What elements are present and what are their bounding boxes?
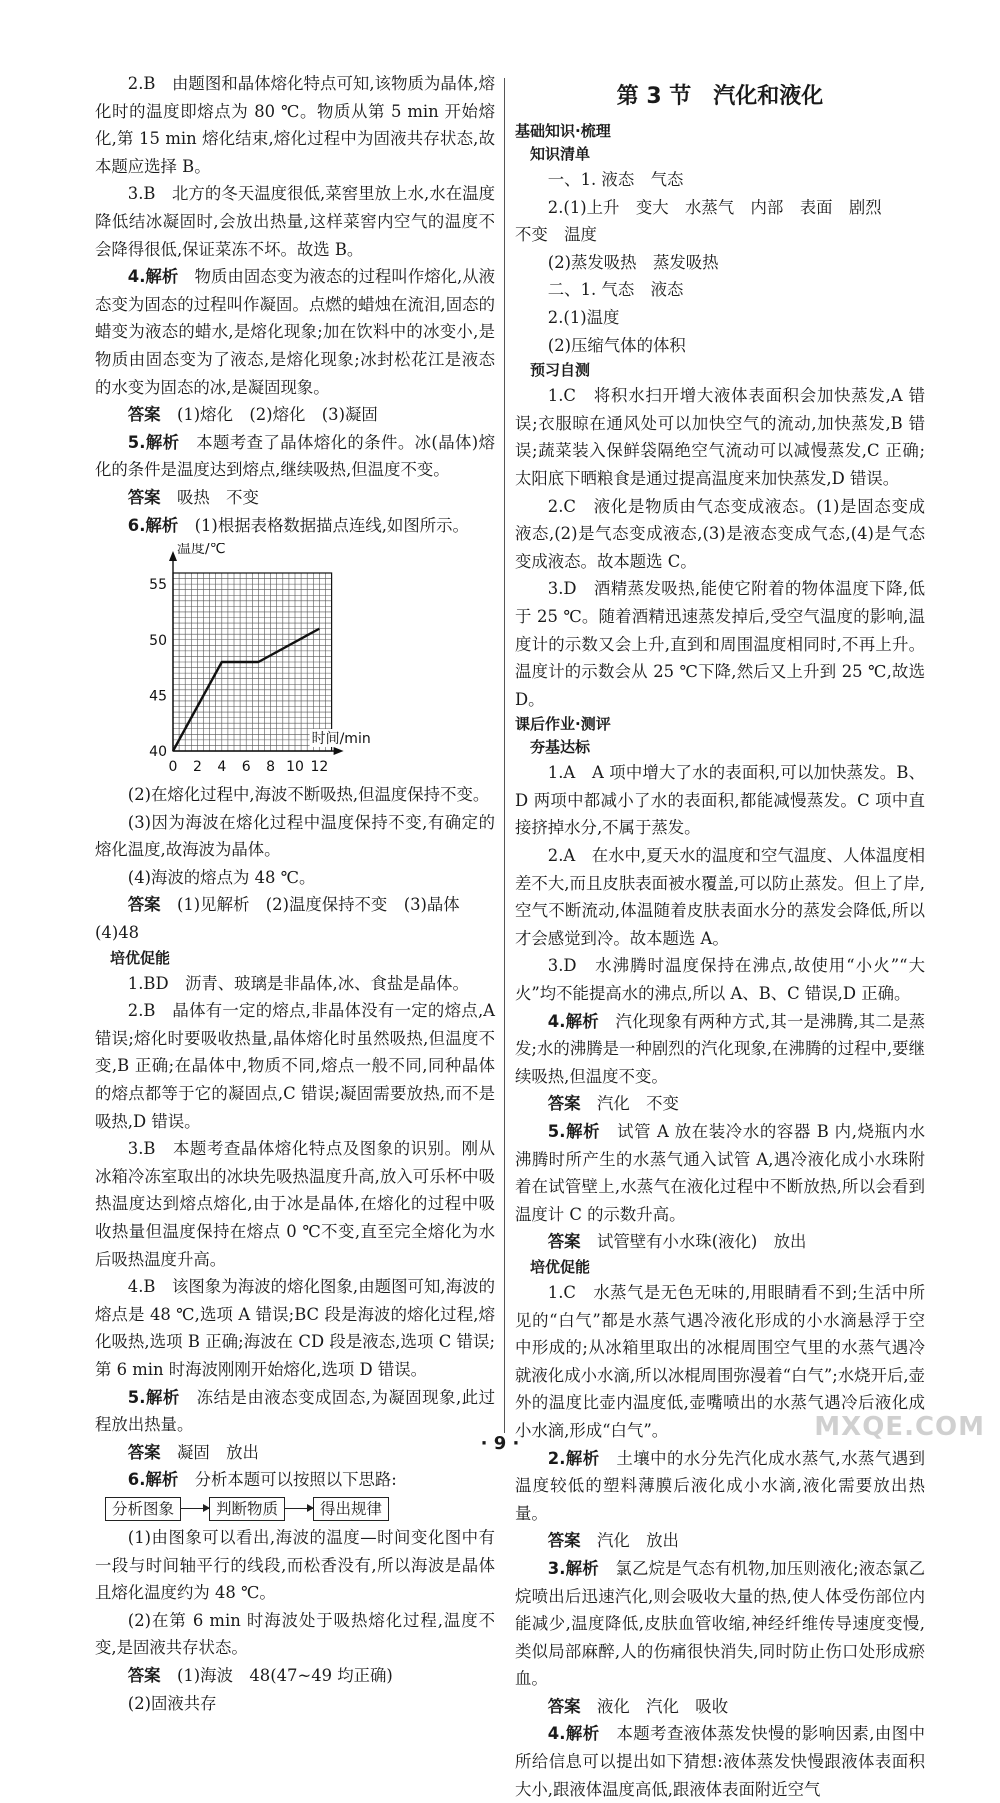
adv2-answer-1: 1.C 水蒸气是无色无味的,用眼睛看不到;生活中所见的“白气”都是水蒸气遇冷液化形成的小水滴悬浮于空中形成的;从冰箱里取出的冰棍周围空气里的水蒸气遇冷就液化成小水滴,所以冰棍周围弥漫着“白气”;水烧开后,壶外的温度比壶内温度低,壶嘴喷出的水蒸气遇冷后液化成小水滴,形成“白气”。 [515,1282,925,1440]
x-tick-label: 12 [310,759,329,776]
answer-2: 2.B 由题图和晶体熔化特点可知,该物质为晶体,熔化时的温度即熔点为 80 ℃。物质从第 5 min 开始熔化,第 15 min 熔化结束,熔化过程中为固液共存状态,故本题应选择 B。 [95,74,495,176]
flow-step-2: 判断物质 [209,1497,285,1521]
adv2-answer-3-key: 答案 液化 汽化 吸收 [547,1696,729,1716]
answer-3: 3.B 北方的冬天温度很低,菜窖里放上水,水在温度降低结冰凝固时,会放出热量,这样菜窖内空气的温度不会降得很低,保证菜冻不坏。故选 B。 [95,184,495,259]
adv-answer-5-key: 答案 凝固 放出 [127,1442,259,1462]
chart-svg [95,543,495,775]
adv-answer-6-key-cont: (2)固液共存 [127,1693,217,1713]
knowledge-2-cont: 不变 温度 [515,225,597,245]
x-tick-label: 6 [241,759,251,776]
section-subheading: 夯基达标 [530,738,591,757]
section-title: 第 3 节 汽化和液化 [616,84,824,109]
answer-6-key: 答案 (1)见解析 (2)温度保持不变 (3)晶体 [127,895,460,915]
answer-label: 答案 [547,1094,581,1114]
y-tick-label: 50 [149,632,167,649]
preview-answer-1: 1.C 将积水扫开增大液体表面积会加快蒸发,A 错误;衣服晾在通风处可以加快空气的流动,加快蒸发,B 错误;蔬菜装入保鲜袋隔绝空气流动可以减慢蒸发,C 正确;太阳底下晒粮食是通过提高温度来加快蒸发,D 错误。 [515,386,925,488]
answer-4-key: 答案 (1)熔化 (2)熔化 (3)凝固 [127,405,378,425]
x-tick-label: 10 [286,759,304,776]
answer-5-analysis: 5.解析 本题考查了晶体熔化的条件。冰(晶体)熔化的条件是温度达到熔点,继续吸热,但温度不变。 [95,432,496,480]
knowledge-6: (2)压缩气体的体积 [547,335,686,355]
analysis-label: 6.解析 [127,515,179,535]
thinking-flowchart [105,1496,495,1522]
answer-label: 答案 [127,895,161,915]
knowledge-2: 2.(1)上升 变大 水蒸气 内部 表面 剧烈 [547,197,882,217]
adv-answer-6-analysis: 6.解析 分析本题可以按照以下思路: [127,1470,397,1490]
basic-answer-1: 1.A A 项中增大了水的表面积,可以加快蒸发。B、D 两项中都减小了水的表面积,都能减慢蒸发。C 项中直接挤掉水分,不属于蒸发。 [515,763,925,838]
flow-step-3: 得出规律 [313,1497,389,1521]
page-number: · 9 · [480,1433,520,1454]
x-axis-label: 时间/min [311,731,371,748]
analysis-label: 3.解析 [547,1558,599,1578]
basic-answer-4-analysis: 4.解析 汽化现象有两种方式,其一是沸腾,其二是蒸发;水的沸腾是一种剧烈的汽化现象,在沸腾的过程中,要继续吸热,但温度不变。 [515,1011,925,1086]
answer-5-key: 答案 吸热 不变 [127,487,259,507]
section-heading: 课后作业·测评 [515,715,611,734]
basic-answer-4-key: 答案 汽化 不变 [547,1094,679,1114]
answer-label: 答案 [547,1232,581,1252]
x-tick-label: 2 [192,759,202,776]
knowledge-4: 二、1. 气态 液态 [547,280,684,300]
adv-answer-2: 2.B 晶体有一定的熔点,非晶体没有一定的熔点,A 错误;熔化时要吸收热量,晶体熔化时虽然吸热,但温度不变,B 正确;在晶体中,物质不同,熔点一般不同,同种晶体的熔点都等于它的凝固点,C 错误;凝固需要放热,而不是吸热,D 错误。 [95,1001,495,1131]
adv-answer-1: 1.BD 沥青、玻璃是非晶体,冰、食盐是晶体。 [127,973,469,993]
answer-label: 答案 [547,1531,581,1551]
knowledge-1: 一、1. 液态 气态 [547,170,684,189]
analysis-label: 5.解析 [127,432,180,452]
column-divider [504,78,505,1433]
adv-answer-4: 4.B 该图象为海波的熔化图象,由题图可知,海波的熔点是 48 ℃,选项 A 错误;BC 段是海波的熔化过程,熔化吸热,选项 B 正确;海波在 CD 段是液态,选项 C 错误;第 6 min 时海波刚刚开始熔化,选项 D 错误。 [95,1277,495,1379]
answer-6-key-cont: (4)48 [95,923,140,943]
analysis-label: 4.解析 [547,1011,599,1031]
watermark-logo: MXQE.COM [814,1412,985,1442]
answer-label: 答案 [127,1665,161,1685]
basic-answer-2: 2.A 在水中,夏天水的温度和空气温度、人体温度相差不大,而且皮肤表面被水覆盖,可以防止蒸发。但上了岸,空气不断流动,体温随着皮肤表面水分的蒸发会降低,所以才会感觉到冷。故本题选 A。 [515,846,925,948]
y-tick-label: 45 [149,688,167,705]
section-subheading: 预习自测 [530,361,591,380]
y-axis-arrow-icon [169,551,177,561]
arrow-right-icon [181,1508,209,1509]
adv2-answer-2-key: 答案 汽化 放出 [547,1531,679,1551]
flow-step-1: 分析图象 [105,1497,181,1521]
x-axis-arrow-icon [334,747,344,755]
preview-answer-3: 3.D 酒精蒸发吸热,能使它附着的物体温度下降,低于 25 ℃。随着酒精迅速蒸发掉后,受空气温度的影响,温度计的示数又会上升,直到和周围温度相同时,不再上升。温度计的示数会从 25 ℃下降,然后又上升到 25 ℃,故选 D。 [515,579,925,709]
answer-6-part2: (2)在熔化过程中,海波不断吸热,但温度保持不变。 [127,785,490,805]
knowledge-3: (2)蒸发吸热 蒸发吸热 [547,252,719,272]
answer-label: 答案 [127,1442,161,1462]
y-tick-label: 40 [149,744,167,761]
section-heading: 基础知识·梳理 [515,122,611,140]
x-tick-label: 0 [168,759,178,776]
section-subheading: 培优促能 [530,1257,591,1276]
basic-answer-5-analysis: 5.解析 试管 A 放在装冷水的容器 B 内,烧瓶内水沸腾时所产生的水蒸气通入试管 A,遇冷液化成小水珠附着在试管壁上,水蒸气在液化过程中不断放热,所以会看到温度计 C 的示数升高。 [515,1122,926,1224]
answer-6-part3: (3)因为海波在熔化过程中温度保持不变,有确定的熔化温度,故海波为晶体。 [95,812,495,860]
adv-answer-6-key: 答案 (1)海波 48(47~49 均正确) [127,1665,393,1685]
section-subheading: 知识清单 [530,145,591,163]
analysis-label: 6.解析 [127,1470,179,1490]
adv2-answer-4-analysis: 4.解析 本题考查液体蒸发快慢的影响因素,由图中所给信息可以提出如下猜想:液体蒸发快慢跟液体表面积大小,跟液体温度高低,跟液体表面附近空气 [515,1724,925,1799]
preview-answer-2: 2.C 液化是物质由气态变成液态。(1)是固态变成液态,(2)是气态变成液态,(3)是液态变成气态,(4)是气态变成液态。故本题选 C。 [515,496,925,571]
analysis-label: 5.解析 [547,1122,601,1141]
y-tick-label: 55 [149,577,167,594]
analysis-label: 4.解析 [547,1724,600,1744]
x-tick-label: 8 [266,759,276,776]
answer-6-analysis: 6.解析 (1)根据表格数据描点连线,如图所示。 [127,515,469,535]
right-column [515,70,925,1803]
y-axis-label: 温度/℃ [177,543,226,558]
knowledge-5: 2.(1)温度 [547,307,620,327]
basic-answer-3: 3.D 水沸腾时温度保持在沸点,故使用“小火”“大火”均不能提高水的沸点,所以 A、B、C 错误,D 正确。 [515,956,925,1004]
left-column [95,70,495,1717]
answer-label: 答案 [127,405,161,425]
section-heading: 培优促能 [110,948,171,967]
adv-answer-6-part1: (1)由图象可以看出,海波的温度—时间变化图中有一段与时间轴平行的线段,而松香没有,所以海波是晶体且熔化温度约为 48 ℃。 [95,1527,495,1603]
answer-4-analysis: 4.解析 物质由固态变为液态的过程叫作熔化,从液态变为固态的过程叫作凝固。点燃的蜡烛在流泪,固态的蜡变为液态的蜡水,是熔化现象;加在饮料中的冰变小,是物质由固态变为了液态,是熔化现象;冰封松花江是液态的水变为固态的冰,是凝固现象。 [95,267,495,397]
adv2-answer-2-analysis: 2.解析 土壤中的水分先汽化成水蒸气,水蒸气遇到温度较低的塑料薄膜后液化成小水滴,液化需要放出热量。 [515,1448,925,1523]
analysis-label: 2.解析 [547,1448,600,1468]
answer-label: 答案 [127,487,161,507]
melting-curve-chart [95,543,495,775]
analysis-label: 5.解析 [127,1387,180,1407]
arrow-right-icon [285,1508,313,1509]
answer-6-part4: (4)海波的熔点为 48 ℃。 [127,867,316,887]
x-tick-label: 4 [217,759,227,776]
adv-answer-5-analysis: 5.解析 冻结是由液态变成固态,为凝固现象,此过程放出热量。 [95,1387,496,1435]
analysis-label: 4.解析 [127,267,179,287]
adv-answer-3: 3.B 本题考查晶体熔化特点及图象的识别。刚从冰箱冷冻室取出的冰块先吸热温度升高,放入可乐杯中吸热温度达到熔点熔化,由于冰是晶体,在熔化的过程中吸收热量但温度保持在熔点 0 ℃不变,直至完全熔化为水后吸热温度升高。 [95,1139,495,1269]
answer-label: 答案 [547,1696,581,1716]
basic-answer-5-key: 答案 试管壁有小水珠(液化) 放出 [547,1232,807,1252]
adv-answer-6-part2: (2)在第 6 min 时海波处于吸热熔化过程,温度不变,是固液共存状态。 [95,1610,495,1658]
adv2-answer-3-analysis: 3.解析 氯乙烷是气态有机物,加压则液化;液态氯乙烷喷出后迅速汽化,则会吸收大量的热,使人体受伤部位内能减少,温度降低,皮肤血管收缩,神经纤维传导速度变慢,类似局部麻醉,人的伤痛很快消失,同时防止伤口处形成瘀血。 [515,1558,925,1689]
